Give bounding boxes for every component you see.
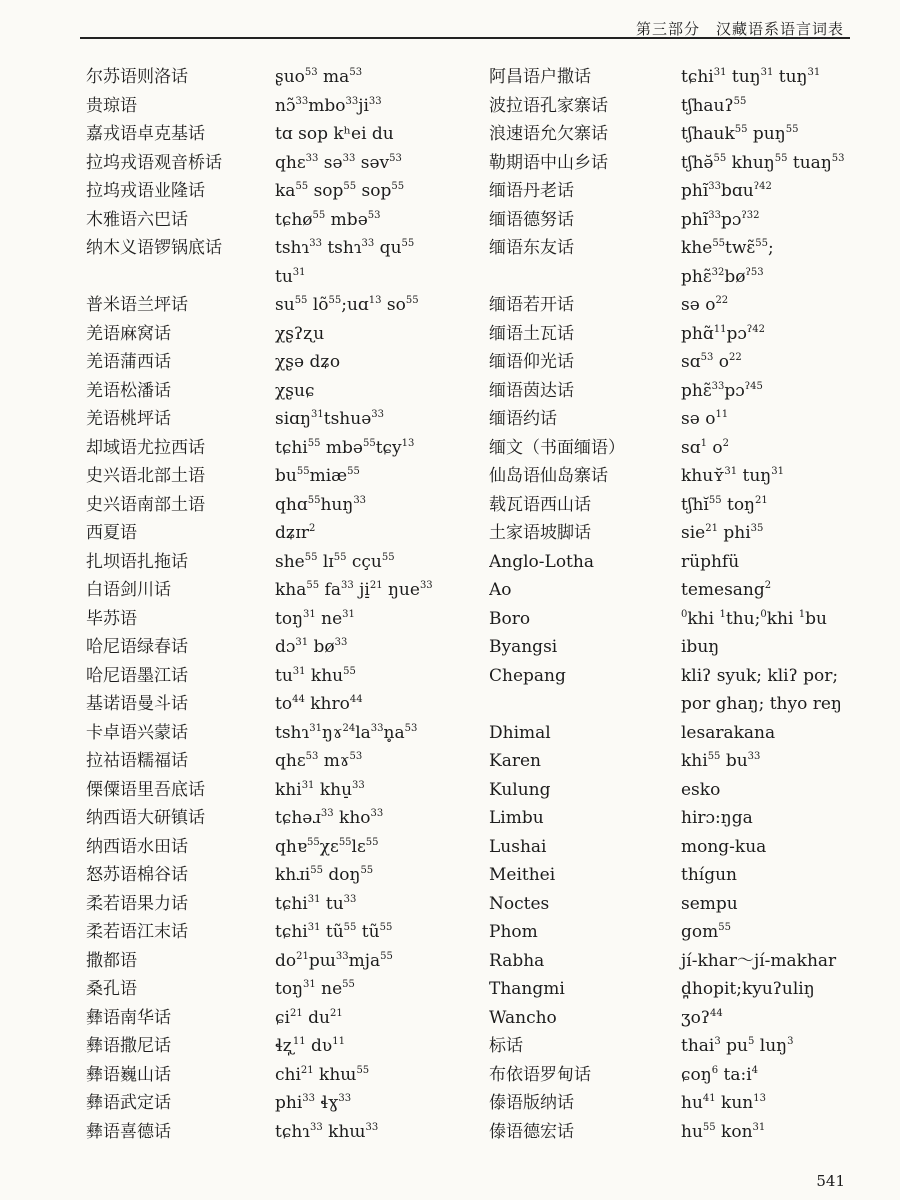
language-name: 贵琼语	[86, 95, 137, 116]
word-form: ʒoʔ$^{44}$	[681, 1007, 723, 1028]
word-form: tɕhi$^{31}$ $tũ^{55}$ $tũ^{55}$	[275, 922, 393, 942]
word-entry-row	[86, 1035, 433, 1064]
header-title: 第三部分 汉藏语系语言词表	[635, 20, 844, 38]
language-name: 彝语南华话	[86, 1007, 171, 1028]
language-name: 缅语东友话	[489, 238, 574, 258]
word-entry-row	[86, 636, 433, 665]
language-name: Thangmi	[489, 979, 565, 999]
word-form: ibuŋ	[681, 637, 720, 657]
word-entry-row	[86, 1007, 433, 1036]
language-name: 扎坝语扎拖话	[86, 551, 188, 572]
language-name: Anglo-Lotha	[489, 551, 594, 572]
language-name: 傈僳语里吾底话	[86, 779, 205, 800]
word-entry-row	[489, 921, 845, 950]
language-name: 傣语德宏话	[489, 1121, 574, 1142]
word-entry-row	[489, 494, 845, 523]
word-entry-row	[489, 437, 845, 466]
word-form: tɕhɿ$^{33}$ khɯ$^{33}$	[275, 1121, 379, 1142]
language-name: 阿昌语户撒话	[489, 67, 591, 87]
word-entry-row	[86, 779, 433, 808]
word-entry-row	[86, 465, 433, 494]
language-name: Meithei	[489, 865, 556, 885]
word-entry-row	[86, 978, 433, 1007]
word-entry-row	[86, 180, 433, 209]
language-name: Noctes	[489, 893, 550, 914]
word-entry-row	[489, 95, 845, 124]
word-entry-row	[489, 152, 845, 181]
word-form: tɕhi$^{31}$ $tu^{33}$	[275, 893, 357, 914]
word-form: khi$^{55}$ $bu^{33}$	[681, 751, 761, 771]
word-entry-row	[489, 408, 845, 437]
language-name: 纳西语大研镇话	[86, 808, 205, 828]
language-name: Rabha	[489, 950, 545, 971]
word-form: $su^{55}$ $lõ^{55};uɑ^{13}$ $so^{55}$	[275, 295, 419, 315]
word-form: tʃhĭ$^{55}$ toŋ$^{21}$	[681, 494, 768, 515]
word-entry-row	[489, 1092, 845, 1121]
word-form: ʂuo$^{53}$ $ma^{53}$	[275, 67, 363, 87]
language-name: 拉坞戎语业隆话	[86, 181, 205, 201]
word-entry-row	[86, 66, 433, 95]
word-entry-row	[86, 494, 433, 523]
language-name: 纳木义语锣锅底话	[86, 238, 222, 258]
word-form: tɕhi$^{31}$ tuŋ$^{31}$ tuŋ$^{31}$	[681, 67, 821, 87]
word-form: $bu^{55}miæ^{55}$	[275, 466, 360, 486]
word-entry-row	[86, 722, 433, 751]
word-entry-row	[489, 864, 845, 893]
word-entry-row	[489, 693, 845, 722]
word-entry-row	[489, 323, 845, 352]
word-form: $tu^{31}$ khu$^{55}$	[275, 665, 356, 686]
word-form: phi$^{33}$ ɬɣ$^{33}$	[275, 1093, 352, 1113]
word-entry-row	[86, 152, 433, 181]
word-form: khe$^{55}$twɛ̃$^{55}$;	[681, 238, 774, 258]
word-form: $tshɿ^{31}ŋɤ^{24}la^{33}n̥a^{53}$	[275, 722, 418, 743]
language-name: 毕苏语	[86, 608, 137, 629]
word-form: χʂə dʑo	[275, 352, 341, 372]
language-name: 载瓦语西山话	[489, 494, 591, 515]
word-entry-row	[489, 209, 845, 238]
language-name: 哈尼语墨江话	[86, 665, 188, 686]
word-entry-row	[86, 408, 433, 437]
word-form: thígun	[681, 865, 737, 885]
language-name: 尔苏语则洛话	[86, 67, 188, 87]
word-entry-row	[86, 579, 433, 608]
word-form: sɑ$^{53}$ $o^{22}$	[681, 352, 742, 372]
language-name: 缅语茵达话	[489, 380, 574, 401]
word-form: tʃhauʔ$^{55}$	[681, 95, 747, 116]
word-form: d̪hopit;kyuʔuliŋ	[681, 979, 815, 999]
word-form: tshɿ$^{33}$ tshɿ$^{33}$ $qu^{55}$	[275, 238, 415, 258]
word-form: toŋ$^{31}$ $ne^{55}$	[275, 979, 355, 999]
word-entry-row	[489, 807, 845, 836]
language-name: 撒都语	[86, 950, 137, 971]
word-entry-row	[86, 551, 433, 580]
word-entry-row	[489, 750, 845, 779]
word-entry-row	[86, 123, 433, 152]
language-name: 彝语喜德话	[86, 1121, 171, 1142]
language-name: Karen	[489, 751, 541, 771]
word-form: mong-kua	[681, 836, 767, 857]
language-name: 羌语桃坪话	[86, 409, 171, 429]
language-name: 布依语罗甸话	[489, 1064, 591, 1085]
word-form: tɑ sop kʰei du	[275, 124, 394, 144]
word-form: sɑ$^1$ $o^2$	[681, 437, 729, 458]
language-name: 哈尼语绿春话	[86, 637, 188, 657]
word-entry-row	[86, 95, 433, 124]
language-name: Limbu	[489, 808, 544, 828]
word-form: qhɛ$^{53}$ mɤ$^{53}$	[275, 751, 363, 771]
word-form: phɑ̃$^{11}$pɔ$^{ʔ42}$	[681, 323, 765, 344]
word-form: por ghaŋ; thyo reŋ	[681, 694, 842, 714]
word-form: khɹi$^{55}$ doŋ$^{55}$	[275, 865, 374, 885]
language-name: 西夏语	[86, 523, 137, 543]
language-name: 羌语麻窝话	[86, 323, 171, 344]
language-name: 缅语德努话	[489, 209, 574, 230]
word-form: phɛ̃$^{33}$pɔ$^{ʔ45}$	[681, 380, 763, 401]
word-form: χʂʔʐu	[275, 323, 325, 344]
word-form: gom$^{55}$	[681, 922, 731, 942]
language-name: 卡卓语兴蒙话	[86, 722, 188, 743]
word-entry-row	[86, 1064, 433, 1093]
word-entry-row	[489, 266, 845, 295]
language-name: 纳西语水田话	[86, 836, 188, 857]
word-form: tʃhə̆$^{55}$ khuŋ$^{55}$ tuaŋ$^{53}$	[681, 152, 845, 173]
language-name: 彝语撒尼话	[86, 1036, 171, 1056]
word-entry-row	[489, 66, 845, 95]
word-form: she$^{55}$ lɪ$^{55}$ cçu$^{55}$	[275, 551, 395, 572]
word-entry-row	[86, 380, 433, 409]
word-form: chi$^{21}$ khɯ$^{55}$	[275, 1064, 370, 1085]
language-name: Dhimal	[489, 722, 551, 743]
language-name: 缅语丹老话	[489, 181, 574, 201]
language-name: 缅语约话	[489, 409, 557, 429]
left-word-column	[86, 66, 433, 1149]
language-name: 缅语土瓦话	[489, 323, 574, 344]
language-name: 白语剑川话	[86, 580, 171, 600]
word-entry-row	[489, 180, 845, 209]
word-form: tɕhi$^{55}$ mbə$^{55}$tɕy$^{13}$	[275, 437, 415, 458]
word-form: khuʏ̆$^{31}$ tuŋ$^{31}$	[681, 466, 784, 486]
language-name: 嘉戎语卓克基话	[86, 124, 205, 144]
word-form: sempu	[681, 893, 738, 914]
word-entry-row	[489, 1064, 845, 1093]
word-entry-row	[86, 864, 433, 893]
word-form: kha$^{55}$ $fa^{33}$ ji̠$^{21}$ ŋue$^{33}$	[275, 580, 433, 600]
word-entry-row	[86, 437, 433, 466]
word-entry-row	[86, 351, 433, 380]
language-name: 柔若语江末话	[86, 922, 188, 942]
word-form: phĩ$^{33}$pɔ$^{ʔ32}$	[681, 209, 760, 230]
word-form: ɬʐ̩$^{11}$ dʋ$^{11}$	[275, 1036, 345, 1056]
word-form: $phɛ̃^{32}bø^{ʔ53}$	[681, 266, 764, 287]
language-name: 标话	[489, 1036, 523, 1056]
word-form: siɑŋ$^{31}$tshuə$^{33}$	[275, 409, 384, 429]
word-entry-row	[86, 608, 433, 637]
language-name: 却域语尤拉西话	[86, 437, 205, 458]
word-entry-row	[489, 779, 845, 808]
word-entry-row	[489, 608, 845, 637]
right-word-column	[489, 66, 845, 1149]
word-form: ɕoŋ$^6$ $ta:i^4$	[681, 1064, 759, 1085]
word-entry-row	[489, 123, 845, 152]
word-form: rüphfü	[681, 551, 740, 572]
word-form: χʂuɕ	[275, 380, 315, 401]
word-form: $hu^{41}$ kun$^{13}$	[681, 1093, 766, 1113]
word-entry-row	[489, 380, 845, 409]
language-name: 木雅语六巴话	[86, 209, 188, 230]
word-entry-row	[489, 351, 845, 380]
word-form: thai$^3$ $pu^5$ luŋ$^3$	[681, 1036, 794, 1056]
language-name: 拉祜语糯福话	[86, 751, 188, 771]
word-entry-row	[86, 921, 433, 950]
word-form: dɔ$^{31}$ $bø^{33}$	[275, 637, 348, 657]
word-form: $do^{21}pɯ^{33}mja^{55}$	[275, 950, 393, 971]
word-entry-row	[489, 893, 845, 922]
word-form: $^0$khi $^1$thu;$^0$khi $^1$bu	[681, 608, 827, 629]
word-entry-row	[489, 465, 845, 494]
language-name: 缅文（书面缅语）	[489, 437, 625, 458]
word-entry-row	[86, 665, 433, 694]
word-form: tɕhəɹ$^{33}$ kho$^{33}$	[275, 808, 384, 828]
language-name: 史兴语北部土语	[86, 466, 205, 486]
word-entry-row	[489, 522, 845, 551]
word-form: sə $o^{22}$	[681, 295, 729, 315]
word-form: $nɔ̃^{33}mbo^{33}ji^{33}$	[275, 95, 382, 116]
word-form: jí-khar～jí-makhar	[681, 950, 837, 971]
word-form: ɕi$^{21}$ $du^{21}$	[275, 1007, 343, 1028]
word-entry-row	[86, 693, 433, 722]
word-form: sie$^{21}$ phi$^{35}$	[681, 523, 764, 543]
word-entry-row	[489, 579, 845, 608]
word-entry-row	[86, 807, 433, 836]
word-entry-row	[489, 950, 845, 979]
word-entry-row	[86, 950, 433, 979]
language-name: Phom	[489, 922, 538, 942]
language-name: 拉坞戎语观音桥话	[86, 152, 222, 173]
language-name: 勒期语中山乡话	[489, 152, 608, 173]
language-name: Boro	[489, 608, 531, 629]
word-entry-row	[489, 836, 845, 865]
language-name: Chepang	[489, 665, 566, 686]
word-form: phĩ$^{33}$bɑu$^{ʔ42}$	[681, 181, 772, 201]
word-entry-row	[86, 522, 433, 551]
language-name: Byangsi	[489, 637, 558, 657]
word-form: qhɐ$^{55}$χɛ$^{55}$lɛ$^{55}$	[275, 836, 379, 857]
language-name: 基诺语曼斗话	[86, 694, 188, 714]
word-form: dʑɪr$^2$	[275, 523, 316, 543]
word-entry-row	[86, 893, 433, 922]
language-name: 土家语坡脚话	[489, 523, 591, 543]
language-name: 缅语若开话	[489, 295, 574, 315]
word-entry-row	[489, 551, 845, 580]
word-entry-row	[489, 237, 845, 266]
word-form: sə $o^{11}$	[681, 409, 729, 429]
word-form: khi$^{31}$ khu̠$^{33}$	[275, 779, 365, 800]
page-number: 541	[816, 1172, 845, 1190]
language-name: 史兴语南部土语	[86, 494, 205, 515]
word-entry-row	[86, 836, 433, 865]
word-entry-row	[86, 1092, 433, 1121]
word-form: $hu^{55}$ kon$^{31}$	[681, 1121, 766, 1142]
language-name: 彝语巍山话	[86, 1064, 171, 1085]
word-entry-row	[489, 1121, 845, 1150]
language-name: 柔若语果力话	[86, 893, 188, 914]
word-entry-row	[86, 294, 433, 323]
language-name: Ao	[489, 580, 512, 600]
word-entry-row	[489, 1007, 845, 1036]
language-name: 傣语版纳话	[489, 1093, 574, 1113]
word-form: hirɔ:ŋga	[681, 808, 753, 828]
word-form: qhɛ$^{33}$ sə$^{33}$ səv$^{53}$	[275, 152, 402, 173]
word-entry-row	[489, 722, 845, 751]
language-name: 羌语蒲西话	[86, 352, 171, 372]
word-form: $to^{44}$ khro$^{44}$	[275, 694, 363, 714]
word-form: tʃhauk$^{55}$ puŋ$^{55}$	[681, 124, 799, 144]
word-form: tɕhø$^{55}$ mbə$^{53}$	[275, 209, 381, 230]
word-entry-row	[86, 750, 433, 779]
word-form: $tu^{31}$	[275, 266, 306, 287]
running-header	[80, 12, 850, 42]
word-entry-row	[489, 978, 845, 1007]
word-form: qhɑ$^{55}$huŋ$^{33}$	[275, 494, 367, 515]
word-form: temesang$^2$	[681, 580, 772, 600]
language-name: 羌语松潘话	[86, 380, 171, 401]
language-name: 怒苏语棉谷话	[86, 865, 188, 885]
language-name: 彝语武定话	[86, 1093, 171, 1113]
word-entry-row	[86, 266, 433, 295]
word-form: $ka^{55}$ sop$^{55}$ sop$^{55}$	[275, 181, 405, 201]
language-name: 桑孔语	[86, 979, 137, 999]
language-name: Lushai	[489, 836, 547, 857]
word-entry-row	[86, 323, 433, 352]
language-name: 仙岛语仙岛寨话	[489, 466, 608, 486]
language-name: 波拉语孔家寨话	[489, 95, 608, 116]
language-name: 普米语兰坪话	[86, 295, 188, 315]
language-name: Kulung	[489, 779, 551, 800]
word-entry-row	[489, 1035, 845, 1064]
language-name: 缅语仰光话	[489, 352, 574, 372]
word-form: lesarakana	[681, 722, 776, 743]
word-entry-row	[489, 665, 845, 694]
word-form: esko	[681, 779, 721, 800]
word-entry-row	[86, 1121, 433, 1150]
language-name: Wancho	[489, 1007, 557, 1028]
word-form: toŋ$^{31}$ $ne^{31}$	[275, 608, 355, 629]
language-name: 浪速语允欠寨话	[489, 124, 608, 144]
word-entry-row	[489, 636, 845, 665]
word-entry-row	[86, 209, 433, 238]
word-entry-row	[489, 294, 845, 323]
word-entry-row	[86, 237, 433, 266]
word-form: kliʔ syuk; kliʔ por;	[681, 665, 839, 686]
